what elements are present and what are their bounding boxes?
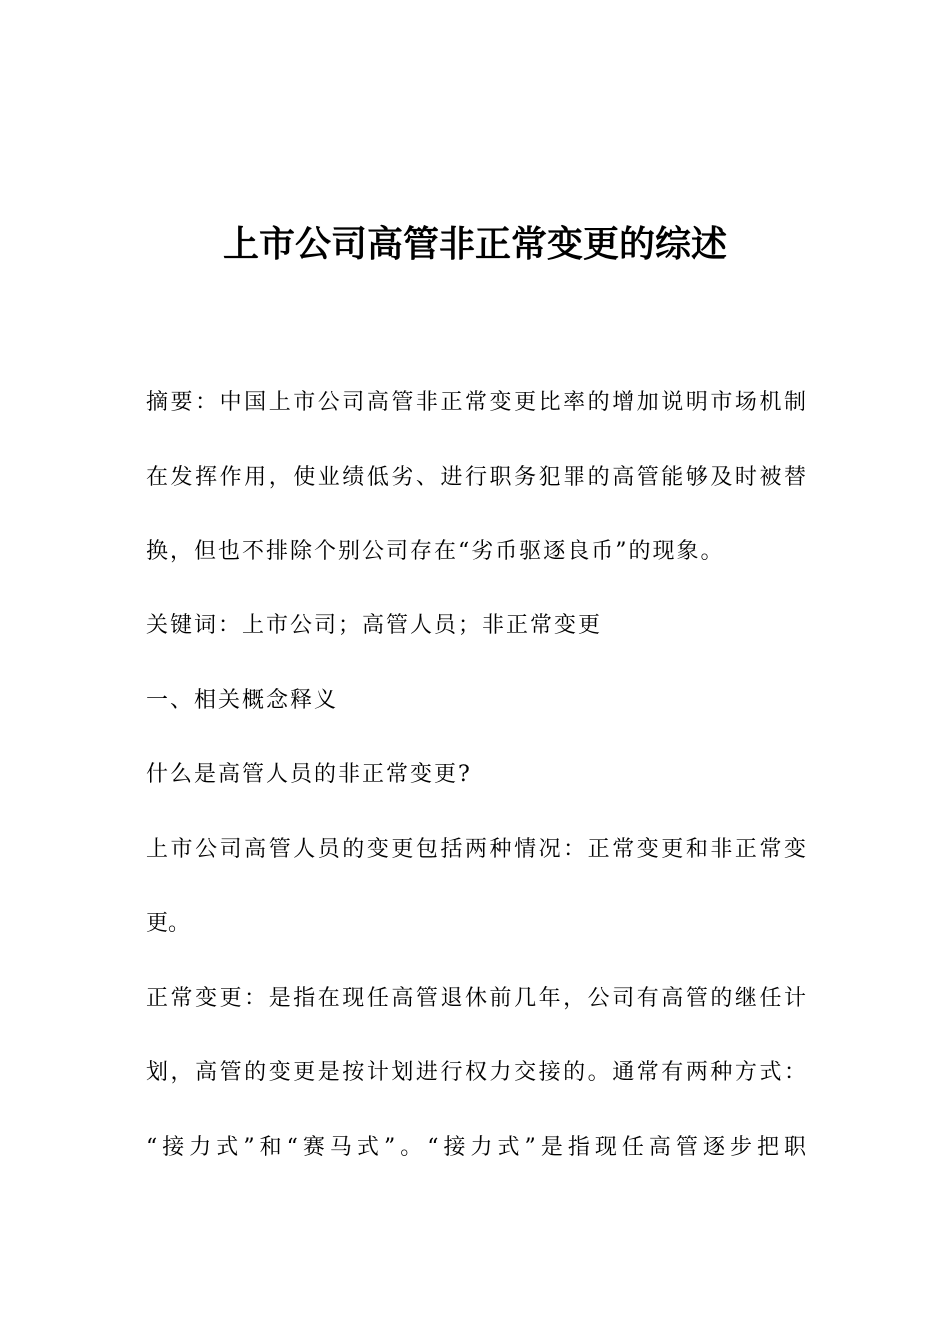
document-title: 上市公司高管非正常变更的综述 <box>222 224 727 265</box>
paragraph-2-line-3: “接力式”和“赛马式”。“接力式”是指现任高管逐步把职 <box>146 1135 806 1160</box>
section-heading-1: 一、相关概念释义 <box>146 688 339 713</box>
keywords-line: 关键词：上市公司；高管人员；非正常变更 <box>146 613 603 638</box>
abstract-line-1: 摘要：中国上市公司高管非正常变更比率的增加说明市场机制 <box>146 390 806 415</box>
paragraph-1-line-1: 上市公司高管人员的变更包括两种情况：正常变更和非正常变 <box>146 837 806 862</box>
paragraph-1-line-2: 更。 <box>146 911 191 936</box>
abstract-line-3: 换，但也不排除个别公司存在“劣币驱逐良币”的现象。 <box>146 539 725 564</box>
paragraph-2-line-1: 正常变更：是指在现任高管退休前几年，公司有高管的继任计 <box>146 986 806 1011</box>
question-line: 什么是高管人员的非正常变更? <box>146 762 472 787</box>
abstract-line-2: 在发挥作用，使业绩低劣、进行职务犯罪的高管能够及时被替 <box>146 465 806 490</box>
paragraph-2-line-2: 划，高管的变更是按计划进行权力交接的。通常有两种方式： <box>146 1060 806 1085</box>
